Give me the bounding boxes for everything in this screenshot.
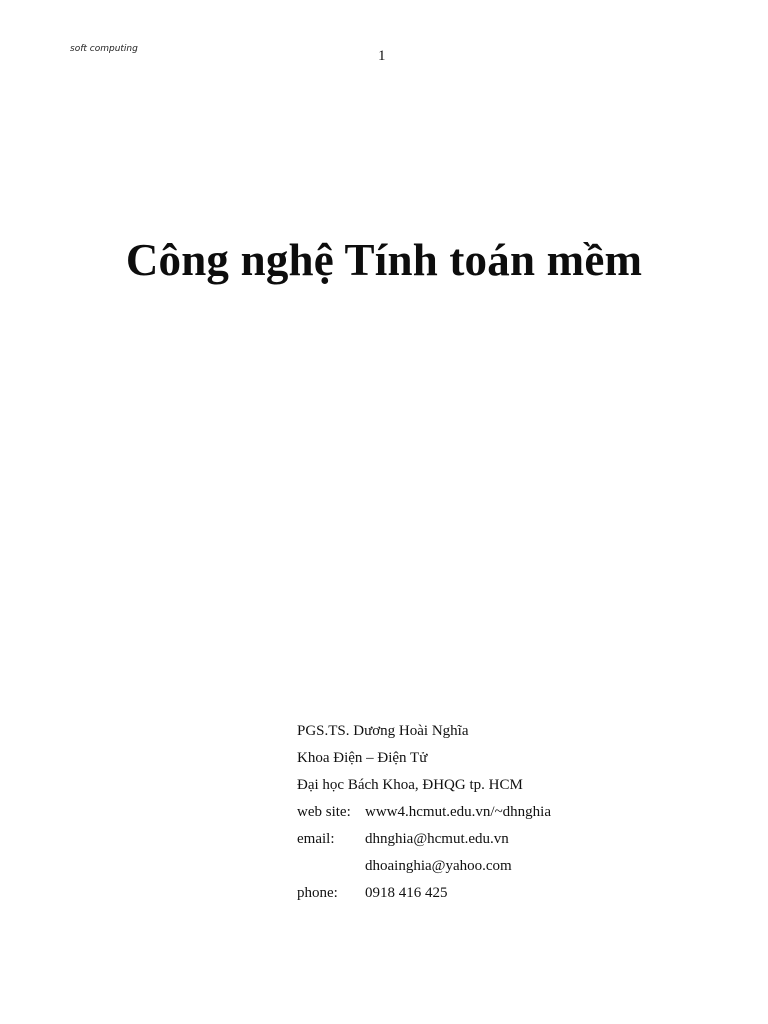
author-block xyxy=(297,718,551,907)
phone-number: 0918 416 425 xyxy=(365,885,448,901)
email-link[interactable]: dhnghia@hcmut.edu.vn xyxy=(365,831,509,847)
contact-label: phone: xyxy=(297,885,338,901)
contact-row-website xyxy=(297,799,551,826)
running-header: soft computing xyxy=(70,44,138,54)
email-link-alt[interactable]: dhoainghia@yahoo.com xyxy=(365,858,512,874)
document-title: Công nghệ Tính toán mềm xyxy=(125,235,643,285)
author-department: Khoa Điện – Điện Tử xyxy=(297,750,428,766)
contact-label xyxy=(297,853,365,880)
page-number: 1 xyxy=(378,48,386,64)
contact-label: web site: xyxy=(297,804,351,820)
website-link[interactable]: www4.hcmut.edu.vn/~dhnghia xyxy=(365,804,552,820)
author-university: Đại học Bách Khoa, ĐHQG tp. HCM xyxy=(297,777,523,793)
contact-row-phone xyxy=(297,880,551,907)
author-name: PGS.TS. Dương Hoài Nghĩa xyxy=(297,723,469,739)
contact-row-email-alt xyxy=(297,853,551,880)
contact-row-email xyxy=(297,826,551,853)
contact-label: email: xyxy=(297,831,335,847)
